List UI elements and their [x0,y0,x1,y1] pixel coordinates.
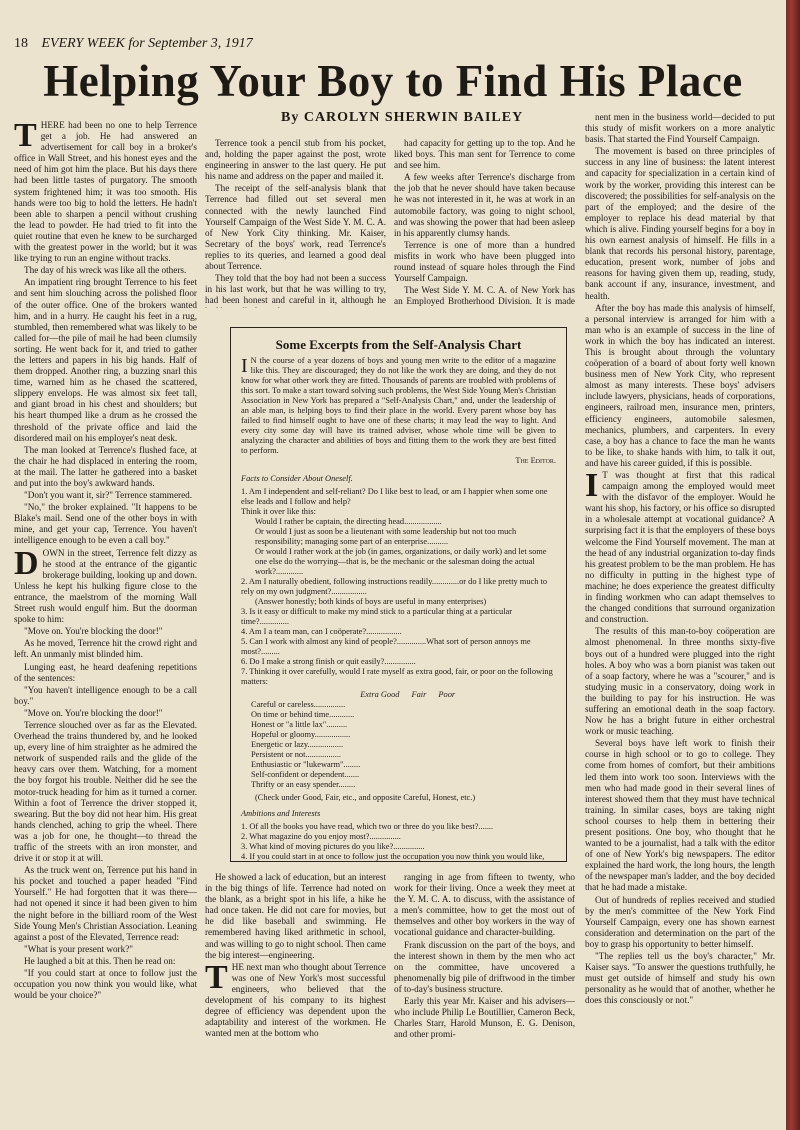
column-1 [14,120,197,1120]
paragraph: He showed a lack of education, but an interest in the big things of life. Terrence had noted on the blank, as a bright spot in his life, a hike he had once taken. He did not care for movies, but he did like baseball and swimming. He remembered having liked arithmetic in school, and was willing to go to night school. Then came the big interest—engineering. [205,872,386,960]
paragraph: "Don't you want it, sir?" Terrence stammered. [24,490,193,501]
paragraph: Terrence is one of more than a hundred misfits in work who have been plugged into round instead of square holes through the Find Yourself Campaign. [394,239,575,284]
paragraph: "If you could start at once to follow just the occupation you now think you would like, what would be your choice?" [14,968,197,1001]
paragraph: "What is your present work?" [24,943,134,954]
column-2-bottom [205,872,386,1122]
rating-check-cell [360,700,411,710]
paragraph: "Move on. You're blocking the door!" [24,626,163,637]
paragraph: I T was thought at first that this radical campaign among the employed would meet with the disfavor of the employer. Would he want his shop, his factory, or his office so disrupted in a wholesale attempt at vocational guidance? A surprising fact it is that the employers of these boys welcome the Find Yourself movement. The man at the head of any industrial organization to-day finds his greatest problem to be the man problem. He has no difficulty in putting in the highest type of machine; he does experience the greatest difficulty in finding workmen who can adapt themselves to the changed conditions that surround organization and construction. [585,467,775,625]
paragraph: As the truck went on, Terrence put his hand in his pocket and touched a paper headed "Find Yourself." He had forgotten that it was there—had not opened it since it had been given to him the night before in the billiard room of the West Side Young Men's Christian Association. Leaning against a post of the Elevated, Terrence read: [14,865,197,942]
rating-row [251,750,467,760]
paragraph: The man looked at Terrence's flushed face, at the chair he had displaced in entering the room, at the mail. The latter he gathered into a basket and put into the boy's awkward hands. [14,444,197,488]
running-head [14,36,774,52]
paragraph: Frank discussion on the part of the boys, and the interest shown in them by the men who act on the committee, have uncovered a phenomenally big pile of driftwood in the timber of to-day's business structure. [394,939,575,994]
rating-row [251,770,467,780]
chart-question: 5. Can I work with almost any kind of people?..............What sort of person annoys me most?......... [241,637,531,656]
paragraph: Terrence slouched over as far as the Elevated. Overhead the trains thundered by, and he looked up, every line of him straighter as he admired the network of suspended rails and the glide of the heavy cars over them. Watching, for a moment the boy forgot his trouble. Neither did he see the motor-truck heading for him as it turned a corner. Within a foot of Terrence the driver stopped it, swearing. But the boy did not hear him. His great hands clenched, aching to grip the wheel. There was a job for one, he thought—to thread the traffic of the streets with an iron monster, and drive it or stop it at will. [14,719,197,864]
rating-check-cell [438,710,467,720]
rating-check-cell [438,750,467,760]
paragraph: Several boys have left work to finish their course in high school or to go to college. They come from homes of comfort, but their ambitions led them into work too soon. Interviews with the men who had made good in their several lines of interest showed them that they must have technical training. In similar cases, boys are taking night school courses to help them in bettering their present positions. One boy, who thought that he wanted to be a journalist, had a talk with the editor of one of New York's big newspapers. The editor explained the hard work, the long hours, the length of the newspaper man's ladder, and the boy decided that he had made a mistake. [585,738,775,893]
rating-row [251,720,467,730]
rating-label: Careful or careless............... [251,700,346,709]
ambitions-list [241,822,556,862]
rating-check-cell [412,700,439,710]
rating-table [251,690,467,790]
rating-check-cell [438,700,467,710]
column-4 [585,112,775,1120]
paragraph: "No," the broker explained. "It happens to be Blake's mail. Send one of the other boys in with mine, and get your cap, Terrence. You haven't intelligence enough to be even a call boy." [14,502,197,546]
paragraph: The movement is based on three principles of success in any line of business: the latent interest and capacity for specialization in a certain kind of work by the worker, providing this interest can be discovered; the possibilities for self-analysis on the part of the employed; and the desire of the employer to replace his dead material by that which is alive. Finding yourself begins for a boy in his own earnest analysis of himself. He fills in a blank that records his personal history, parentage, education, present work, number of jobs and reasons for having given them up, reading, study, bank account if any, insurance, investment, and health. [585,146,775,301]
article-title: Helping Your Boy to Find His Place [43,56,743,106]
rating-row [251,700,467,710]
chart-question: 7. Thinking it over carefully, would I rate myself as extra good, fair, or poor on the following matters: [241,667,553,686]
rating-header-row [251,690,467,700]
chart-question: Or would I just as soon be a lieutenant with some leadership but not too much responsibility; managing some part of an enterprise.......... [255,527,517,546]
rating-column-header: Poor [438,690,456,699]
rating-column-header: Extra Good [360,690,400,699]
paragraph: He laughed a bit at this. Then he read on: [24,955,176,966]
facts-list [241,487,556,687]
drop-cap: T [14,120,37,154]
rating-check-cell [360,760,411,770]
chart-question: Or would I rather work at the job (in games, organizations, or daily work) and let some one else do the worrying—that is, be the mechanic or the salesman doing the actual work?............. [255,547,547,576]
paragraph: The West Side Y. M. C. A. of New York has an Employed Brotherhood Division. It is made [394,285,575,307]
ambition-question: 3. What kind of moving pictures do you like?............... [241,842,425,851]
paragraph: THE next man who thought about Terrence was one of New York's most successful engineers, who believed that the development of his company to its highest degree of efficiency was dependent upon the adaptability and interest of the workmen. He wanted men at the bottom who [205,958,386,1039]
rating-check-cell [412,770,439,780]
drop-cap: T [205,958,228,996]
rating-check-cell [438,720,467,730]
rating-check-cell [412,720,439,730]
rating-check-cell [360,740,411,750]
rating-check-cell [412,780,439,790]
paragraph: "You haven't intelligence enough to be a call boy." [14,684,197,706]
rating-check-cell [360,780,411,790]
rating-check-cell [412,750,439,760]
rating-check-cell [438,740,467,750]
paragraph: A few weeks after Terrence's discharge from the job that he never should have taken because he was not interested in it, he was at work in an automobile factory, was going to night school, and was showing the power that had been asleep in his apparently clumsy hands. [394,172,575,238]
rating-row [251,710,467,720]
paragraph: The day of his wreck was like all the others. [24,265,187,276]
paragraph: An impatient ring brought Terrence to his feet and sent him slouching across the polished floor of the outer office. One of the brokers wanted him, and in a hurry. He caught his feet in a rug, stumbled, then remembered what was likely to be called for—the pile of mail he had been clumsily sorting. He went back for it, and tried to gather the letters and papers in his big hands. Half of them dropped. Another ring, a buzzing snarl this time, warned him as he chased the scattered, slippery envelops. He was almost six feet tall, and giant broad in his chest and shoulders; but his heart thumped like a drum as he crossed the threshold of the private office and laid the disordered mail on his employer's neat desk. [14,277,197,443]
paragraph: "The replies tell us the boy's character," Mr. Kaiser says. "To answer the questions truthfully, he must get outside of himself and study his own personality as he would that of another, whether he does this consciously or not." [585,951,775,1006]
chart-question: 1. Am I independent and self-reliant? Do I like best to lead, or am I happier when some one else leads and I follow and help? [241,487,548,506]
rating-label: On time or behind time............ [251,710,355,719]
rating-row [251,780,467,790]
rating-label: Persistent or not................. [251,750,342,759]
rating-check-cell [438,730,467,740]
rating-row [251,760,467,770]
rating-check-cell [360,770,411,780]
rating-row [251,740,467,750]
rating-label: Thrifty or an easy spender........ [251,780,356,789]
paragraph: They told that the boy had not been a success in his last work, but that he was willing to try, had been honest and careful in it, although he [205,273,386,306]
rating-label: Hopeful or gloomy................. [251,730,351,739]
drop-cap: D [14,544,39,582]
rating-row [251,730,467,740]
paragraph: The results of this man-to-boy coöperation are almost phenomenal. In three months sixty-five boys out of a hundred were plugged into the right holes. A boy who was a born pianist was taken out of a soap factory, where he was a "scourer," and is studying music in a conservatory, doing work in the building to pay for his instruction. He was suffering an emotional death in the soap factory. Now he has a bright future in either orchestral work or music teaching. [585,626,775,737]
rating-check-cell [438,780,467,790]
sidebar-heading: Some Excerpts from the Self-Analysis Chart [275,337,522,352]
rating-check-cell [360,710,411,720]
paragraph: THERE had been no one to help Terrence get a job. He had answered an advertisement for call boy in a broker's office in Wall Street, and his honest eyes and the need of him got him the place. But his days there had been little tastes of purgatory. The smooth system frightened him; it was too smooth. His hands were too big to hold the letters. He hadn't been able to sharpen a pencil without crushing the lead to powder. He had tried to fit into the quiet routine that even he knew to be surcharged with the greatest power in the world; but it was like trying to run an engine without tracks. [14,120,197,264]
chart-question: Would I rather be captain, the directing head.................. [255,517,442,526]
sidebar-box [230,327,567,862]
editor-signature: The Editor. [515,456,556,465]
binding-spine [786,0,800,1130]
rating-label: Enthusiastic or "lukewarm"........ [251,760,361,769]
rating-check-cell [360,720,411,730]
paragraph: As he moved, Terrence hit the crowd right and left. An unmanly mist blinded him. [14,638,197,660]
rating-check-cell [360,750,411,760]
paragraph: The receipt of the self-analysis blank that Terrence had filled out set several men connected with the newly launched Find Yourself Campaign of the West Side Y. M. C. A. of New York City thinking. Mr. Kaiser, Secretary of the boys' work, read Terrence's replies to its queries, and learned a good deal about Terrence. [205,183,386,272]
rating-label: Self-confident or dependent....... [251,770,360,779]
chart-question: 6. Do I make a strong finish or quit easily?............... [241,657,416,666]
ambitions-heading: Ambitions and Interests [241,809,321,818]
chart-question: (Answer honestly; both kinds of boys are useful in many enterprises) [255,597,487,606]
paragraph: "Move on. You're blocking the door!" [24,707,163,718]
chart-question: Think it over like this: [241,507,316,516]
paragraph: ranging in age from fifteen to twenty, who work for their living. Once a week they meet at the Y. M. C. A. to discuss, with the assistance of a men's committee, how to get the most out of themselves and other boy workers in the way of vocational guidance and character-building. [394,872,575,938]
rating-check-cell [412,710,439,720]
paragraph: Out of hundreds of replies received and studied by the men's committee of the New York Find Yourself Campaign, every one has shown earnest consideration and determination on the part of the boy to grasp his opportunity to better himself. [585,894,775,949]
rating-check-cell [412,740,439,750]
drop-cap: I [585,467,599,504]
publication-line: EVERY WEEK for September 3, 1917 [41,36,253,51]
rating-label: Honest or "a little lax".......... [251,720,348,729]
paragraph: had capacity for getting up to the top. And he liked boys. This man sent for Terrence to come and see him. [394,138,575,171]
rating-check-cell [360,730,411,740]
column-2-top [205,138,386,308]
page-number: 18 [14,36,28,51]
paragraph: Early this year Mr. Kaiser and his advisers—who include Philip Le Boutillier, Cameron Beck, Charles Starr, Harold Munson, E. G. Denison, and other promi- [394,996,575,1040]
facts-heading: Facts to Consider About Oneself. [241,474,353,483]
article-byline: By CAROLYN SHERWIN BAILEY [281,110,524,125]
ambition-question: 2. What magazine do you enjoy most?............... [241,832,401,841]
paragraph: Terrence took a pencil stub from his pocket, and, holding the paper against the post, wrote engineering in answer to the last query. He put his name and address on the paper and mailed it. [205,138,386,182]
paragraph: nent men in the business world—decided to put this study of misfit workers on a more analytic basis. That started the Find Yourself Campaign. [585,112,775,145]
column-3-bottom [394,872,575,1122]
rating-label: Energetic or lazy................. [251,740,344,749]
drop-cap: I [241,355,248,377]
paragraph: After the boy has made this analysis of himself, a personal interview is arranged for him with a man who is an example of success in the line of work in which the boy has indicated an interest. This is brought about through the voluntary coöperation of a board of about forty well known business men of New York City, who represent almost as many interests. These boys' advisers include lawyers, physicians, heads of corporations, engineers, railroad men, insurance men, printers, efficiency engineers, automobile salesmen, mechanics, plumbers, and carpenters. In every case, a boy has a chance to face the man he wants to be like, to shake hands with him, to talk it out, and have his career guided, if this is possible. [585,302,775,468]
rating-check-cell [438,770,467,780]
column-3-top [394,138,575,308]
ambition-question: 1. Of all the books you have read, which two or three do you like best?....... [241,822,494,831]
rating-check-cell [438,760,467,770]
chart-question: 4. Am I a team man, can I coöperate?................. [241,627,402,636]
paragraph: Lunging east, he heard deafening repetitions of the sentences: [14,661,197,683]
chart-question: 3. Is it easy or difficult to make my mind stick to a particular thing at a particular time?.............. [241,607,513,626]
rating-column-header: Fair [411,690,427,699]
sidebar-intro: I N the course of a year dozens of boys and young men write to the editor of a magazine like this. They are discouraged; they do not like the work they are doing, and they do not know for what other work they are fitted. Thousands of parents are troubled with problems of this sort. To make a start toward solving such problems, the West Side Young Men's Christian Association in New York has prepared a "Self-Analysis Chart," and, under the leadership of an able man, is helping boys to find their place in the world. Every parent whose boy has failed to find himself ought to have one of these charts; it may lead the way to light. And every city some day will have its trained adviser, whose whole time will be given to analyzing the character and abilities of boys and fitting them to the work they are best fitted to perform. [241,355,556,455]
ambition-question: 4. If you could start in at once to follow just the occupation you now think you would like, [241,852,545,861]
rating-check-cell [412,730,439,740]
rating-note: (Check under Good, Fair, etc., and opposite Careful, Honest, etc.) [255,793,476,802]
rating-check-cell [412,760,439,770]
paragraph: DOWN in the street, Terrence felt dizzy as he stood at the entrance of the gigantic brokerage building, looking up and down. Unless he kept his hulking figure close to the entrance, the maelstrom of the morning Wall Street rush would engulf him. But the doorman spoke to him: [14,544,197,625]
chart-question: 2. Am I naturally obedient, following instructions readily.............or do I like pretty much to rely on my own judgment?................. [241,577,548,596]
